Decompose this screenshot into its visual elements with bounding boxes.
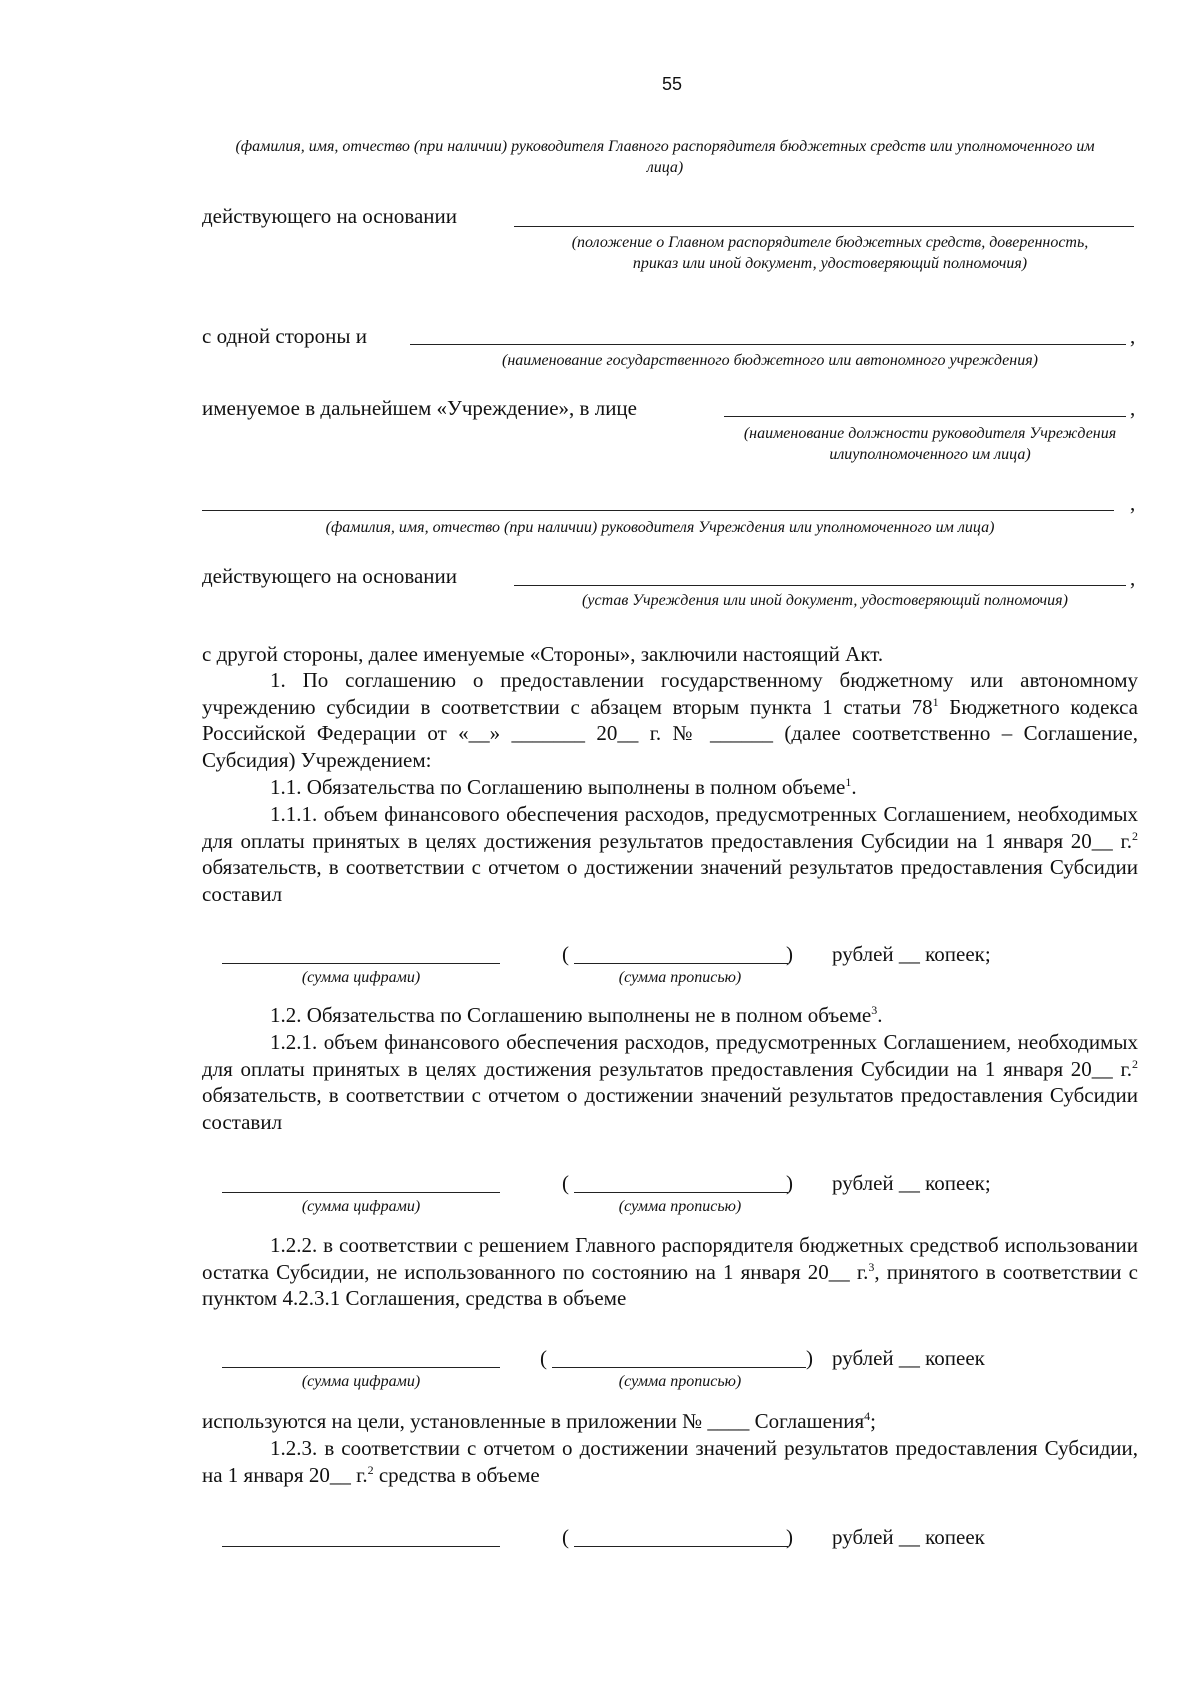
amount-rubles-kopecks: рублей __ копеек; xyxy=(832,1171,991,1195)
amount-digits-note: (сумма цифрами) xyxy=(301,969,421,986)
amount-digits-line xyxy=(222,1367,500,1368)
amount-open-paren: ( xyxy=(562,1171,569,1195)
paragraph-1-2-2-use: используются на цели, установленные в приложении № ____ Соглашения$^4$; xyxy=(202,1409,876,1433)
fio-comma: , xyxy=(1130,491,1136,515)
paragraph-1: 1. По соглашению о предоставлении государственному бюджетному или автономному учреждению субсидии в соответствии с абзацем вторым пункта 1 статьи $78^1$ Бюджетного кодекса Российской Федерации от «__» _______ 20__ г. № ______ (далее соответственно – Соглашение, Субсидия) Учреждением: xyxy=(202,668,1138,772)
amount-digits-note: (сумма цифрами) xyxy=(301,1198,421,1215)
basis1-label: действующего на основании xyxy=(202,204,458,228)
paragraph-1-2-1: 1.2.1. объем финансового обеспечения расходов, предусмотренных Соглашением, необходимых для оплаты принятых в целях достижения результатов предоставления Субсидии на 1 января 20__ г.$^2$ обязательств, в соответствии с отчетом о достижении значений результатов предоставления Субсидии составил xyxy=(202,1030,1138,1134)
amount-close-paren: ) xyxy=(806,1346,813,1370)
page-number: 55 xyxy=(662,74,683,94)
amount-digits-line xyxy=(222,1546,500,1547)
amount-close-paren: ) xyxy=(786,942,793,966)
amount-open-paren: ( xyxy=(562,942,569,966)
amount-words-note: (сумма прописью) xyxy=(618,1198,742,1215)
paragraph-1-1: 1.1. Обязательства по Соглашению выполнены в полном объеме$^1$. xyxy=(270,775,857,799)
amount-close-paren: ) xyxy=(786,1525,793,1549)
named-line xyxy=(724,416,1126,417)
amount-digits-line xyxy=(222,1192,500,1193)
named-comma: , xyxy=(1130,396,1136,420)
named-label: именуемое в дальнейшем «Учреждение», в лице xyxy=(202,396,637,420)
amount-rubles-kopecks: рублей __ копеек xyxy=(832,1525,985,1549)
amount-close-paren: ) xyxy=(786,1171,793,1195)
side1-comma: , xyxy=(1130,324,1136,348)
fio-note: (фамилия, имя, отчество (при наличии) руководителя Учреждения или уполномоченного им лица) xyxy=(325,519,995,536)
other-side-text: с другой стороны, далее именуемые «Стороны», заключили настоящий Акт. xyxy=(202,642,884,666)
named-note: (наименование должности руководителя Учреждения илиуполномоченного им лица) xyxy=(743,425,1117,463)
basis2-comma: , xyxy=(1130,566,1136,590)
amount-digits-note: (сумма цифрами) xyxy=(301,1373,421,1390)
amount-words-note: (сумма прописью) xyxy=(618,1373,742,1390)
paragraph-1-2-2: 1.2.2. в соответствии с решением Главного распорядителя бюджетных средствоб использовании остатка Субсидии, не использованного по состоянию на 1 января 20__ г.$^3$, принятого в соответствии с пунктом 4.2.3.1 Соглашения, средства в объеме xyxy=(202,1233,1139,1310)
amount-words-line xyxy=(574,1546,788,1547)
basis2-label: действующего на основании xyxy=(202,564,458,588)
amount-words-line xyxy=(574,963,788,964)
paragraph-1-2-3: 1.2.3. в соответствии с отчетом о достижении значений результатов предоставления Субсидии, на 1 января 20__ г.$^2$ средства в объеме xyxy=(202,1436,1138,1487)
basis1-line xyxy=(514,226,1134,227)
paragraph-1-2: 1.2. Обязательства по Соглашению выполнены не в полном объеме$^3$. xyxy=(270,1003,883,1027)
amount-words-line xyxy=(574,1192,788,1193)
amount-digits-line xyxy=(222,963,500,964)
head-note: (фамилия, имя, отчество (при наличии) руководителя Главного распорядителя бюджетных средств или уполномоченного им лица) xyxy=(235,138,1095,176)
side1-label: с одной стороны и xyxy=(202,324,367,348)
basis2-line xyxy=(514,585,1126,586)
fio-line xyxy=(202,510,1114,511)
amount-rubles-kopecks: рублей __ копеек; xyxy=(832,942,991,966)
amount-open-paren: ( xyxy=(562,1525,569,1549)
amount-words-line xyxy=(552,1367,806,1368)
amount-open-paren: ( xyxy=(540,1346,547,1370)
amount-rubles-kopecks: рублей __ копеек xyxy=(832,1346,985,1370)
amount-words-note: (сумма прописью) xyxy=(618,969,742,986)
side1-note: (наименование государственного бюджетного или автономного учреждения) xyxy=(502,352,1038,369)
basis2-note: (устав Учреждения или иной документ, удостоверяющий полномочия) xyxy=(582,592,1068,609)
side1-line xyxy=(410,344,1126,345)
basis1-note: (положение о Главном распорядителе бюджетных средств, доверенность, приказ или иной документ, удостоверяющий полномочия) xyxy=(571,234,1089,272)
paragraph-1-1-1: 1.1.1. объем финансового обеспечения расходов, предусмотренных Соглашением, необходимых для оплаты принятых в целях достижения результатов предоставления Субсидии на 1 января 20__ г.$^2$ обязательств, в соответствии с отчетом о достижении значений результатов предоставления Субсидии составил xyxy=(202,802,1138,906)
